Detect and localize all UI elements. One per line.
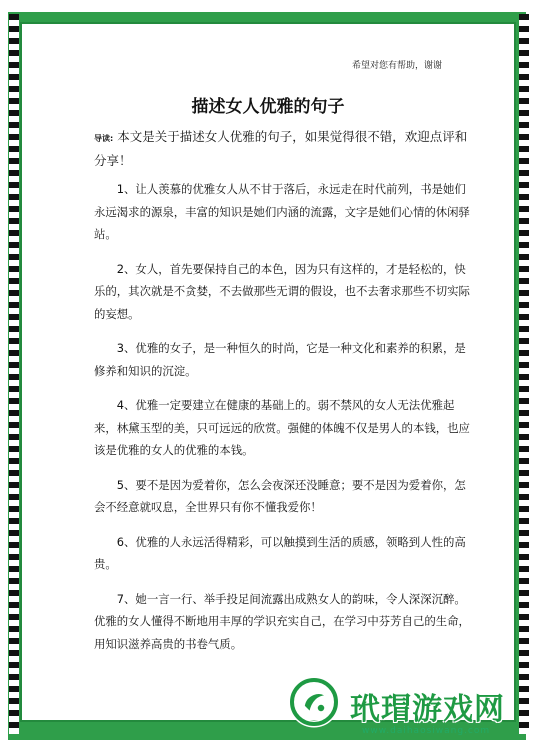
watermark [268,672,526,742]
document-title: 描述女人优雅的句子 [191,97,345,117]
paragraph-3: 3、优雅的女子，是一种恒久的时尚，它是一种文化和素养的积累，是修养和知识的沉淀。 [94,341,466,378]
left-border-pattern [9,14,19,734]
paragraph-2: 2、女人，首先要保持自己的本色，因为只有这样的，才是轻松的，快乐的，其次就是不贪婪，不去做那些无谓的假设，也不去奢求那些不切实际的妄想。 [94,261,470,321]
intro-lead: 导读: [94,134,114,143]
intro-paragraph [94,126,472,172]
header-note: 希望对您有帮助，谢谢 [351,61,442,71]
watermark-logo-icon [288,676,340,728]
paragraph-4: 4、优雅一定要建立在健康的基础上的。弱不禁风的女人无法优雅起来，林黛玉型的美，只可远远的欣赏。强健的体魄不仅是男人的本钱，也应该是优雅的女人的优雅的本钱。 [94,398,470,457]
watermark-text: 玳瑁游戏网 [350,692,505,727]
content-body [94,178,472,667]
paragraph-1: 1、让人羡慕的优雅女人从不甘于落后，永远走在时代前列，书是她们永远渴求的源泉，丰富的知识是她们内涵的流露，文字是她们心情的休闲驿站。 [94,182,470,241]
document-page [30,30,506,680]
right-border-pattern [519,14,529,734]
paragraph-5: 5、要不是因为爱着你，怎么会夜深还没睡意；要不是因为爱着你，怎会不经意就叹息，全世界只有你不懂我爱你！ [94,477,466,514]
paragraph-6: 6、优雅的人永远活得精彩，可以触摸到生活的质感，领略到人性的高贵。 [94,534,466,571]
watermark-url: www.daihaosiwang.com [362,726,491,736]
intro-text: 本文是关于描述女人优雅的句子，如果觉得很不错，欢迎点评和分享！ [94,129,468,168]
paragraph-7: 7、她一言一行、举手投足间流露出成熟女人的韵味，令人深深沉醉。优雅的女人懂得不断地用丰厚的学识充实自己，在学习中芬芳自己的生命，用知识滋养高贵的书卷气质。 [94,591,470,651]
